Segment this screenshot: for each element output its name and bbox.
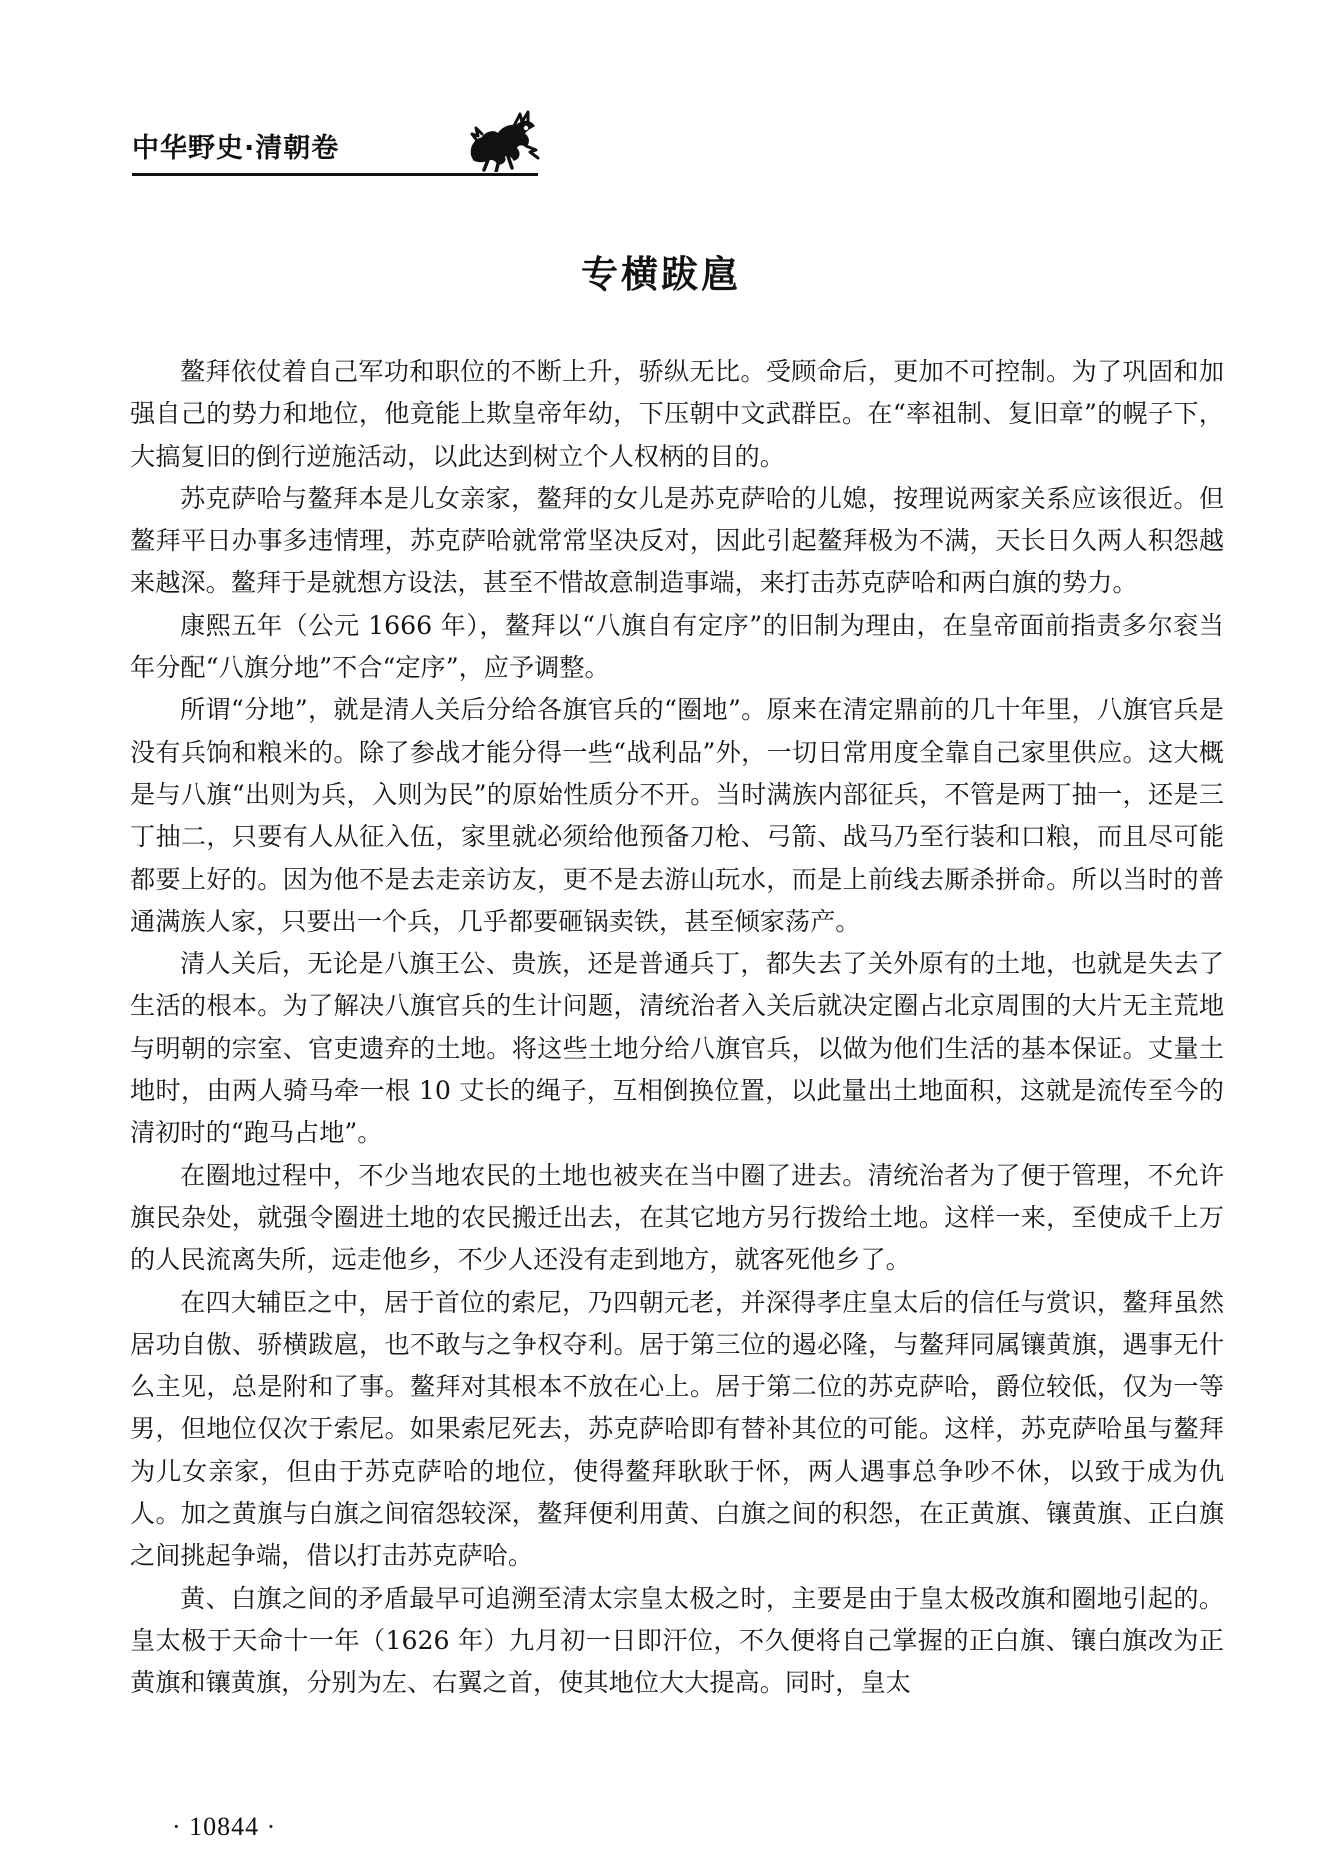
paragraph: 康熙五年（公元 1666 年），鳌拜以“八旗自有定序”的旧制为理由，在皇帝面前指责多尔衮当年分配“八旗分地”不合“定序”，应予调整。 (130, 610, 1224, 683)
paragraph: 鳌拜依仗着自己军功和职位的不断上升，骄纵无比。受顾命后，更加不可控制。为了巩固和加强自己的势力和地位，他竟能上欺皇帝年幼，下压朝中文武群臣。在“率祖制、复旧章”的幌子下，大搞复旧的倒行逆施活动，以此达到树立个人权柄的目的。 (130, 357, 1224, 471)
body-text (130, 351, 1224, 1705)
dragon-ornament-icon (464, 106, 540, 172)
paragraph: 黄、白旗之间的矛盾最早可追溯至清太宗皇太极之时，主要是由于皇太极改旗和圈地引起的。皇太极于天命十一年（1626 年）九月初一日即汗位，不久便将自己掌握的正白旗、镶白旗改为正黄旗和镶黄旗，分别为左、右翼之首，使其地位大大提高。同时，皇太 (130, 1583, 1224, 1698)
header-rule (132, 173, 538, 176)
running-header (132, 118, 540, 178)
chapter-title: 专横跋扈 (581, 253, 741, 296)
paragraph: 苏克萨哈与鳌拜本是儿女亲家，鳌拜的女儿是苏克萨哈的儿媳，按理说两家关系应该很近。但鳌拜平日办事多违情理，苏克萨哈就常常坚决反对，因此引起鳌拜极为不满，天长日久两人积怨越来越深。鳌拜于是就想方设法，甚至不惜故意制造事端，来打击苏克萨哈和两白旗的势力。 (130, 483, 1224, 598)
book-title: 中华野史·清朝卷 (132, 133, 340, 164)
paragraph: 在四大辅臣之中，居于首位的索尼，乃四朝元老，并深得孝庄皇太后的信任与赏识，鳌拜虽然居功自傲、骄横跋扈，也不敢与之争权夺利。居于第三位的遏必隆，与鳌拜同属镶黄旗，遇事无什么主见，总是附和了事。鳌拜对其根本不放在心上。居于第二位的苏克萨哈，爵位较低，仅为一等男，但地位仅次于索尼。如果索尼死去，苏克萨哈即有替补其位的可能。这样，苏克萨哈虽与鳌拜为儿女亲家，但由于苏克萨哈的地位，使得鳌拜耿耿于怀，两人遇事总争吵不休，以致于成为仇人。加之黄旗与白旗之间宿怨较深，鳌拜便利用黄、白旗之间的积怨，在正黄旗、镶黄旗、正白旗之间挑起争端，借以打击苏克萨哈。 (130, 1287, 1224, 1571)
paragraph: 清人关后，无论是八旗王公、贵族，还是普通兵丁，都失去了关外原有的土地，也就是失去了生活的根本。为了解决八旗官兵的生计问题，清统治者入关后就决定圈占北京周围的大片无主荒地与明朝的宗室、官吏遗弃的土地。将这些土地分给八旗官兵，以做为他们生活的基本保证。丈量土地时，由两人骑马牵一根 10 丈长的绳子，互相倒换位置，以此量出土地面积，这就是流传至今的清初时的“跑马占地”。 (130, 949, 1224, 1148)
paragraph: 所谓“分地”，就是清人关后分给各旗官兵的“圈地”。原来在清定鼎前的几十年里，八旗官兵是没有兵饷和粮米的。除了参战才能分得一些“战利品”外，一切日常用度全靠自己家里供应。这大概是与八旗“出则为兵，入则为民”的原始性质分不开。当时满族内部征兵，不管是两丁抽一，还是三丁抽二，只要有人从征入伍，家里就必须给他预备刀枪、弓箭、战马乃至行装和口粮，而且尽可能都要上好的。因为他不是去走亲访友，更不是去游山玩水，而是上前线去厮杀拼命。所以当时的普通满族人家，只要出一个兵，几乎都要砸锅卖铁，甚至倾家荡产。 (130, 695, 1224, 936)
page-number: · 10844 · (172, 1812, 277, 1841)
paragraph: 在圈地过程中，不少当地农民的土地也被夹在当中圈了进去。清统治者为了便于管理，不允许旗民杂处，就强令圈进土地的农民搬迁出去，在其它地方另行拨给土地。这样一来，至使成千上万的人民流离失所，远走他乡，不少人还没有走到地方，就客死他乡了。 (130, 1160, 1224, 1275)
